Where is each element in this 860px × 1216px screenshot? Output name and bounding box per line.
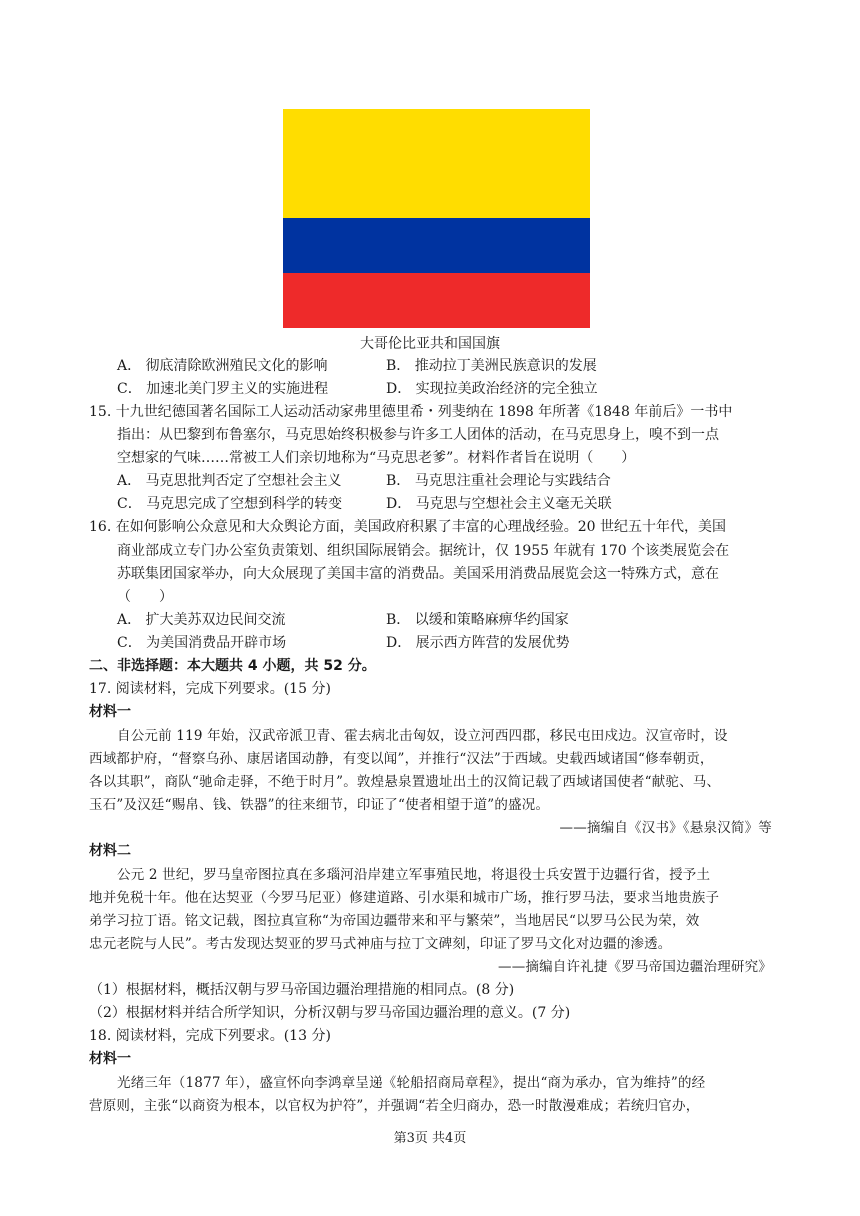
flag-caption: 大哥伦比亚共和国国旗 xyxy=(360,336,500,352)
q17-requirement-2: （2）根据材料并结合所学知识，分析汉朝与罗马帝国边疆治理的意义。(7 分) xyxy=(89,1005,571,1021)
q18-material-1-label: 材料一 xyxy=(89,1051,131,1067)
q17-material-2-line: 地并免税十年。他在达契亚（今罗马尼亚）修建道路、引水渠和城市广场，推行罗马法，要求当地贵族子 xyxy=(89,890,720,906)
q18-material-1-line: 营原则，主张“以商资为根本，以官权为护符”，并强调“若全归商办，恐一时散漫难成；若统归官办， xyxy=(89,1098,700,1114)
flag-red-band xyxy=(283,273,590,328)
q14-option-d: D． 实现拉美政治经济的完全独立 xyxy=(386,381,598,397)
q15-option-c: C． 马克思完成了空想到科学的转变 xyxy=(117,496,343,512)
q15-option-b: B． 马克思注重社会理论与实践结合 xyxy=(386,473,611,489)
q17-title: 17. 阅读材料，完成下列要求。(15 分) xyxy=(89,681,331,697)
q17-material-1-source: ——摘编自《汉书》《悬泉汉简》等 xyxy=(559,820,772,836)
q15-stem-line: 空想家的气味……常被工人们亲切地称为“马克思老爹”。材料作者旨在说明（ ） xyxy=(117,450,636,466)
q16-option-c: C． 为美国消费品开辟市场 xyxy=(117,635,287,651)
section-heading: 二、非选择题：本大题共 4 小题，共 52 分。 xyxy=(89,658,376,674)
q17-material-1-line: 西域都护府，“督察乌孙、康居诸国动静，有变以闻”，并推行“汉法”于西域。史载西域诸国“修奉朝贡， xyxy=(89,751,714,767)
q14-option-a: A． 彻底清除欧洲殖民文化的影响 xyxy=(117,358,328,374)
q18-material-1-line: 光绪三年（1877 年），盛宣怀向李鸿章呈递《轮船招商局章程》，提出“商为承办，官为维持”的经 xyxy=(117,1075,706,1091)
q17-material-1-line: 各以其职”，商队“驰命走驿，不绝于时月”。敦煌悬泉置遗址出土的汉简记载了西域诸国使者“献驼、马、 xyxy=(89,774,721,790)
q17-material-1-line: 自公元前 119 年始，汉武帝派卫青、霍去病北击匈奴，设立河西四郡，移民屯田戍边。汉宣帝时，设 xyxy=(117,728,728,744)
q14-option-b: B． 推动拉丁美洲民族意识的发展 xyxy=(386,358,597,374)
q15-stem-line: 15. 十九世纪德国著名国际工人运动活动家弗里德里希・列斐纳在 1898 年所著《1848 年前后》一书中 xyxy=(89,404,733,420)
flag-yellow-band xyxy=(283,109,590,218)
gran-colombia-flag-image xyxy=(283,109,590,328)
q16-stem-line: 16. 在如何影响公众意见和大众舆论方面，美国政府积累了丰富的心理战经验。20 世纪五十年代，美国 xyxy=(89,519,726,535)
q16-stem-line: （ ） xyxy=(117,589,173,605)
q17-material-2-source: ——摘编自许礼捷《罗马帝国边疆治理研究》 xyxy=(498,959,772,975)
flag-blue-band xyxy=(283,218,590,273)
q17-material-2-line: 忠元老院与人民”。考古发现达契亚的罗马式神庙与拉丁文碑刻，印证了罗马文化对边疆的渗透。 xyxy=(89,936,672,952)
q18-title: 18. 阅读材料，完成下列要求。(13 分) xyxy=(89,1028,331,1044)
q16-option-d: D． 展示西方阵营的发展优势 xyxy=(386,635,570,651)
q17-material-1-line: 玉石”及汉廷“赐帛、钱、铁器”的往来细节，印证了“使者相望于道”的盛况。 xyxy=(89,797,550,813)
q15-stem-line: 指出：从巴黎到布鲁塞尔，马克思始终积极参与许多工人团体的活动，在马克思身上，嗅不到一点 xyxy=(117,427,719,443)
page-footer: 第3页 共4页 xyxy=(393,1131,467,1146)
q15-option-d: D． 马克思与空想社会主义毫无关联 xyxy=(386,496,612,512)
q16-stem-line: 苏联集团国家举办，向大众展现了美国丰富的消费品。美国采用消费品展览会这一特殊方式，意在 xyxy=(117,566,719,582)
q16-stem-line: 商业部成立专门办公室负责策划、组织国际展销会。据统计，仅 1955 年就有 170 个该类展览会在 xyxy=(117,543,730,559)
q15-option-a: A． 马克思批判否定了空想社会主义 xyxy=(117,473,342,489)
q17-material-1-label: 材料一 xyxy=(89,704,131,720)
q17-material-2-line: 公元 2 世纪，罗马皇帝图拉真在多瑙河沿岸建立军事殖民地，将退役士兵安置于边疆行省，授予土 xyxy=(117,867,711,883)
q17-material-2-line: 弟学习拉丁语。铭文记载，图拉真宣称“为帝国边疆带来和平与繁荣”，当地居民“以罗马公民为荣，效 xyxy=(89,913,700,929)
q16-option-b: B． 以缓和策略麻痹华约国家 xyxy=(386,612,569,628)
q16-option-a: A． 扩大美苏双边民间交流 xyxy=(117,612,286,628)
q17-requirement-1: （1）根据材料，概括汉朝与罗马帝国边疆治理措施的相同点。(8 分) xyxy=(89,982,515,998)
q17-material-2-label: 材料二 xyxy=(89,843,131,859)
q14-option-c: C． 加速北美门罗主义的实施进程 xyxy=(117,381,329,397)
